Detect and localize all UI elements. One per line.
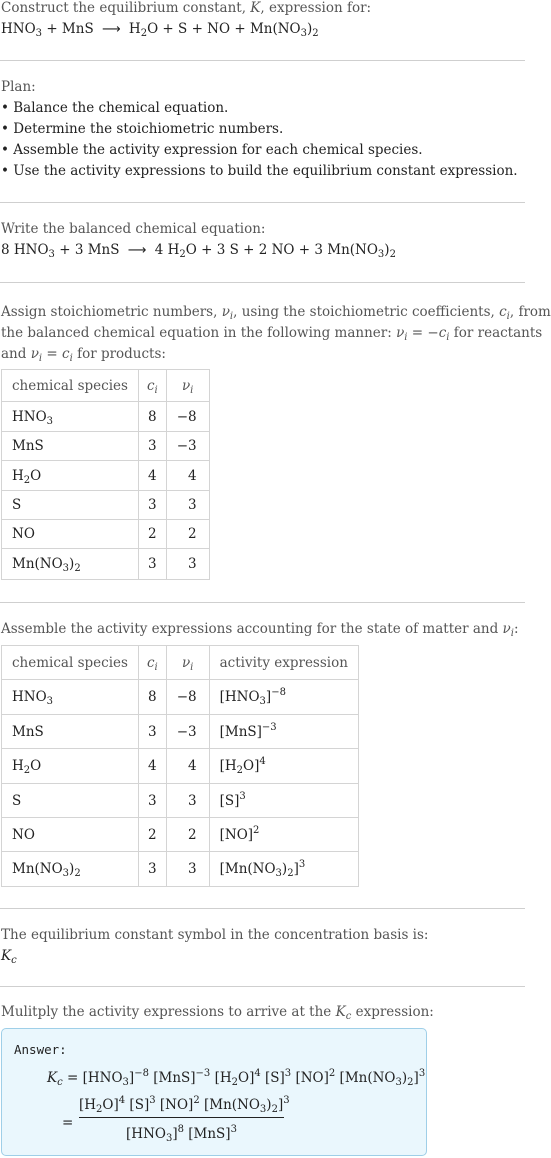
answer-box — [1, 1028, 427, 1156]
species-cell: $H_2O$ — [2, 461, 139, 491]
activity-table — [1, 645, 359, 887]
header-vi: $\nu_i$ — [166, 646, 209, 680]
divider — [0, 282, 525, 283]
vi-cell: 3 — [166, 784, 209, 818]
species-cell: $HNO_3$ — [2, 680, 139, 715]
activity-cell: $[H_2O]^4$ — [209, 749, 358, 784]
ci-cell: 2 — [138, 818, 166, 852]
header-vi: $\nu_i$ — [166, 370, 209, 402]
divider — [0, 986, 525, 987]
ci-cell: 8 — [138, 402, 166, 432]
table-row — [2, 402, 210, 432]
activity-cell: [NO]$^2$ — [209, 818, 358, 852]
divider — [0, 602, 525, 603]
header-species: chemical species — [2, 646, 139, 680]
activity-cell: $[S]^3$ — [209, 784, 358, 818]
vi-cell: −8 — [166, 402, 209, 432]
table-row — [2, 491, 210, 520]
activity-cell: $[HNO_3]^{-8}$ — [209, 680, 358, 715]
intro-equation: $HNO_3$ + MnS ⟶ $H_2O + S$ + NO + $Mn(NO_3)_2$ — [1, 21, 319, 39]
divider — [0, 908, 525, 909]
assign-line-2: the balanced chemical equation in the following manner: $\nu_i = -c_i$ for reactants — [1, 325, 543, 343]
vi-cell: −3 — [166, 715, 209, 749]
species-cell: S — [2, 784, 139, 818]
table-row — [2, 784, 359, 818]
plan-item: • Balance the chemical equation. — [1, 100, 229, 116]
species-cell: NO — [2, 520, 139, 549]
table-row — [2, 715, 359, 749]
table-row — [2, 818, 359, 852]
table-row — [2, 549, 210, 580]
species-cell: MnS — [2, 715, 139, 749]
balanced-heading: Write the balanced chemical equation: — [1, 221, 266, 237]
vi-cell: 2 — [166, 520, 209, 549]
header-species: chemical species — [2, 370, 139, 402]
species-cell: $Mn(NO_3)_2$ — [2, 852, 139, 887]
ci-cell: 4 — [138, 461, 166, 491]
assign-line-1: Assign stoichiometric numbers, $\nu_i$, using the stoichiometric coefficients, $c_i$, from — [1, 304, 551, 322]
intro-line: Construct the equilibrium constant, K, expression for: — [1, 0, 372, 16]
assign-line-3: and $\nu_i = c_i$ for products: — [1, 346, 166, 364]
ci-cell: 3 — [138, 491, 166, 520]
activity-cell: [MnS]$^{-3}$ — [209, 715, 358, 749]
species-cell: $H_2O$ — [2, 749, 139, 784]
table-row — [2, 852, 359, 887]
divider — [0, 60, 525, 61]
ci-cell: 4 — [138, 749, 166, 784]
equals-sign: = — [62, 1115, 74, 1131]
assemble-heading: Assemble the activity expressions accounting for the state of matter and $\nu_i$: — [1, 621, 519, 639]
species-cell: $Mn(NO_3)_2$ — [2, 549, 139, 580]
answer-fraction — [79, 1095, 290, 1144]
vi-cell: 3 — [166, 549, 209, 580]
multiply-heading: Mulitply the activity expressions to arrive at the $K_c$ expression: — [1, 1004, 434, 1022]
plan-item: • Determine the stoichiometric numbers. — [1, 121, 284, 137]
balanced-equation: 8 $HNO_3 + 3$ MnS ⟶ 4 $H_2O + 3$ S + 2 NO + 3 $Mn(NO_3)_2$ — [1, 242, 396, 260]
fraction-denominator: $[HNO_3]^8$ [MnS]$^3$ — [126, 1124, 237, 1144]
ci-cell: 3 — [138, 549, 166, 580]
ci-cell: 3 — [138, 852, 166, 887]
species-cell: $HNO_3$ — [2, 402, 139, 432]
table-row — [2, 432, 210, 461]
divider — [0, 202, 525, 203]
symbol-heading: The equilibrium constant symbol in the concentration basis is: — [1, 927, 429, 943]
table-row — [2, 680, 359, 715]
vi-cell: −8 — [166, 680, 209, 715]
header-ci: $c_i$ — [138, 646, 166, 680]
stoichiometry-table — [1, 369, 210, 580]
species-cell: S — [2, 491, 139, 520]
ci-cell: 3 — [138, 784, 166, 818]
header-ci: $c_i$ — [138, 370, 166, 402]
table-row — [2, 520, 210, 549]
ci-cell: 3 — [138, 432, 166, 461]
activity-cell: $[Mn(NO_3)_2]^3$ — [209, 852, 358, 887]
symbol-value: $K_c$ — [1, 948, 17, 966]
fraction-numerator: $[H_2O]^4$ $[S]^3$ [NO]$^2$ $[Mn(NO_3)_2]^3$ — [79, 1097, 284, 1118]
vi-cell: 4 — [166, 749, 209, 784]
vi-cell: 3 — [166, 491, 209, 520]
species-cell: MnS — [2, 432, 139, 461]
table-header-row — [2, 646, 359, 680]
vi-cell: 3 — [166, 852, 209, 887]
plan-item: • Use the activity expressions to build the equilibrium constant expression. — [1, 163, 518, 179]
vi-cell: 2 — [166, 818, 209, 852]
table-row — [2, 749, 359, 784]
ci-cell: 2 — [138, 520, 166, 549]
ci-cell: 8 — [138, 680, 166, 715]
vi-cell: −3 — [166, 432, 209, 461]
table-header-row — [2, 370, 210, 402]
answer-label: Answer: — [14, 1042, 67, 1057]
species-cell: NO — [2, 818, 139, 852]
table-row — [2, 461, 210, 491]
vi-cell: 4 — [166, 461, 209, 491]
ci-cell: 3 — [138, 715, 166, 749]
plan-item: • Assemble the activity expression for each chemical species. — [1, 142, 423, 158]
answer-equation: $K_c = [HNO_3]^{-8}$ [MnS]$^{-3}$ $[H_2O]^4$ $[S]^3$ [NO]$^2$ $[Mn(NO_3)_2]^3$ — [47, 1068, 426, 1088]
header-activity: activity expression — [209, 646, 358, 680]
plan-heading: Plan: — [1, 79, 36, 95]
